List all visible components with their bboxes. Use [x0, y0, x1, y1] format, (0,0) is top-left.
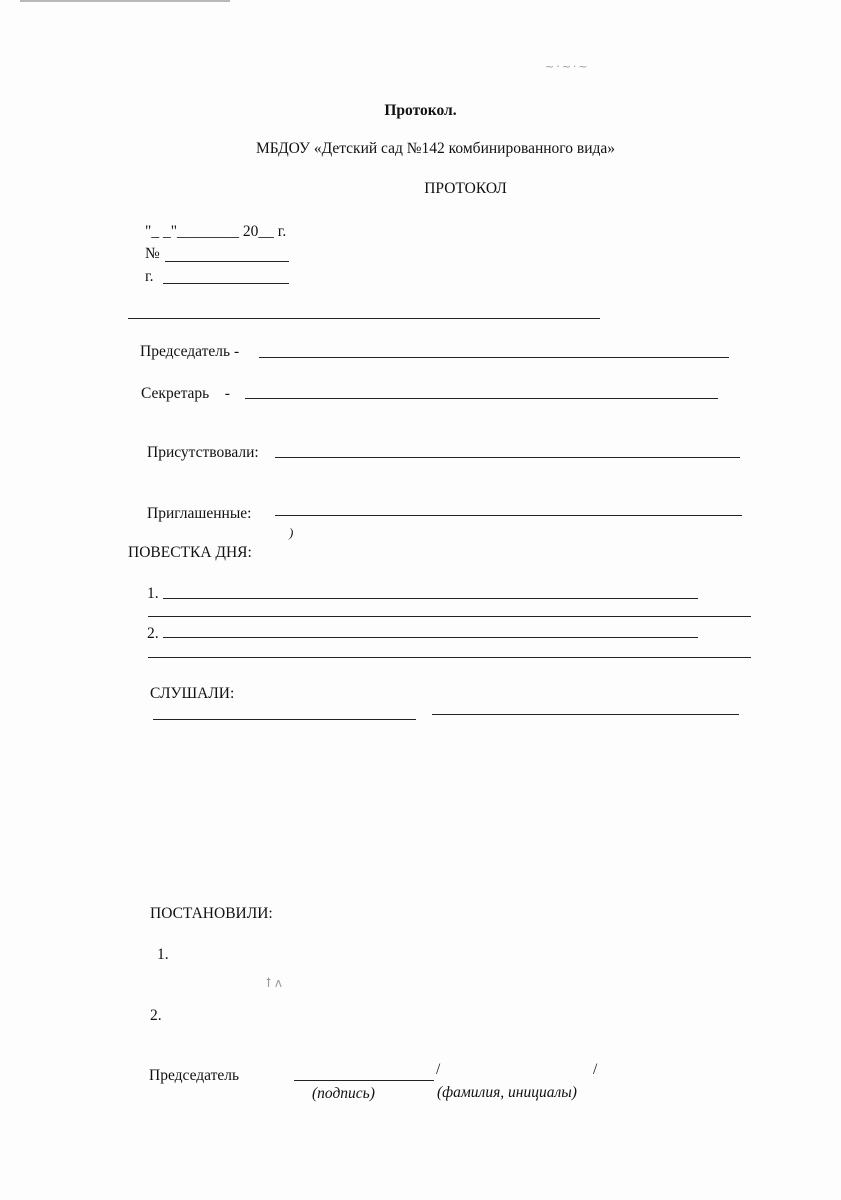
heard-topic-line[interactable]: [432, 714, 739, 715]
heard-speaker-line[interactable]: [153, 719, 416, 720]
present-field-line[interactable]: [275, 457, 740, 458]
agenda-item-number: 2.: [147, 625, 159, 642]
agenda-item-2-continuation-line[interactable]: [148, 657, 751, 658]
number-label: №: [145, 245, 160, 262]
scan-smudge: ~·~·~: [545, 60, 590, 73]
name-caption: (фамилия, инициалы): [437, 1084, 577, 1101]
document-type: ПРОТОКОЛ: [424, 180, 507, 197]
stray-mark: ): [289, 525, 294, 540]
signature-slash: /: [593, 1061, 598, 1078]
signature-line[interactable]: [294, 1080, 434, 1081]
secretary-field-line[interactable]: [245, 398, 718, 399]
resolved-heading: ПОСТАНОВИЛИ:: [150, 905, 273, 922]
chairman-field-line[interactable]: [259, 357, 729, 358]
invited-label: Приглашенные:: [147, 505, 252, 522]
signature-slash: /: [436, 1061, 441, 1078]
resolved-item-number: 1.: [157, 946, 169, 963]
organization-name: МБДОУ «Детский сад №142 комбинированного вида»: [255, 140, 616, 157]
agenda-item-number: 1.: [147, 585, 159, 602]
agenda-item-2-line[interactable]: [163, 637, 698, 638]
city-field-line[interactable]: [163, 283, 289, 284]
secretary-label: Секретарь -: [141, 385, 230, 402]
signature-caption: (подпись): [312, 1085, 375, 1102]
agenda-item-1-continuation-line[interactable]: [148, 616, 751, 617]
agenda-item-1-line[interactable]: [163, 598, 698, 599]
subject-field-line[interactable]: [128, 318, 600, 319]
agenda-heading: ПОВЕСТКА ДНЯ:: [128, 544, 252, 561]
chairman-label: Председатель -: [140, 343, 240, 360]
scan-edge-artifact: [20, 0, 230, 2]
heard-heading: СЛУШАЛИ:: [150, 685, 235, 702]
signature-role-label: Председатель: [149, 1067, 240, 1084]
number-field-line[interactable]: [165, 261, 289, 262]
document-title: Протокол.: [384, 102, 457, 119]
date-field[interactable]: "_ _"________ 20__ г.: [145, 223, 287, 240]
city-label: г.: [145, 268, 154, 285]
scan-speck: ꝉ ʌ: [266, 976, 283, 990]
resolved-item-number: 2.: [150, 1007, 162, 1024]
invited-field-line[interactable]: [275, 515, 742, 516]
present-label: Присутствовали:: [147, 444, 259, 461]
